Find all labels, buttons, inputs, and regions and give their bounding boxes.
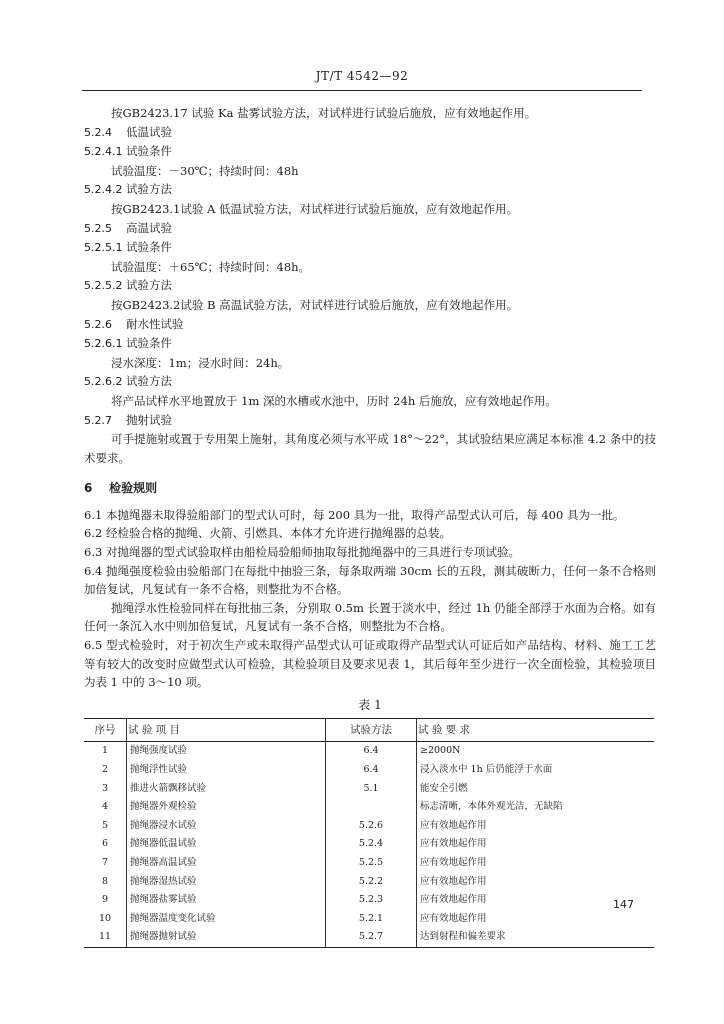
clause-line <box>84 219 656 239</box>
clause-number: 5.2.5 <box>84 221 112 235</box>
clause-line <box>84 142 656 162</box>
header-requirement: 试 验 要 求 <box>417 719 655 742</box>
row-requirement: 达到射程和偏差要求 <box>417 928 655 947</box>
table-row <box>84 817 654 836</box>
table-row <box>84 891 654 910</box>
row-item: 抛绳器高温试验 <box>127 854 326 873</box>
clause-line <box>84 238 656 258</box>
header-item: 试 验 项 目 <box>127 719 326 742</box>
row-item: 抛绳器盐雾试验 <box>127 891 326 910</box>
row-no: 10 <box>98 912 112 924</box>
table-row <box>84 873 654 892</box>
row-method: 6.4 <box>326 742 417 761</box>
row-no: 7 <box>101 856 109 868</box>
clause-line <box>84 104 656 123</box>
row-method: 5.2.7 <box>326 928 417 947</box>
clause-text: 浸水深度：1m；浸水时间：24h。 <box>111 355 290 370</box>
clause-text: 抛射试验 <box>126 412 172 427</box>
row-method: 5.2.4 <box>326 835 417 854</box>
table-header-row <box>84 719 654 742</box>
clause-line <box>84 180 656 200</box>
table-row <box>84 835 654 854</box>
row-requirement: 浸入淡水中 1h 后仍能浮于水面 <box>417 761 655 780</box>
section-6-heading <box>84 479 656 498</box>
section-6-number: 6 <box>84 481 93 496</box>
row-requirement: 应有效地起作用 <box>417 891 655 910</box>
clause-number: 5.2.5.1 <box>84 241 123 255</box>
row-item: 抛绳器低温试验 <box>127 835 326 854</box>
row-method: 5.2.3 <box>326 891 417 910</box>
clause-number: 5.2.6.2 <box>84 375 123 389</box>
clause-number: 5.2.7 <box>84 413 112 427</box>
row-no: 4 <box>101 801 109 813</box>
clause-text: 低温试验 <box>126 124 172 139</box>
section-6-title: 检验规则 <box>109 481 158 496</box>
clause-text: 试验方法 <box>126 374 172 389</box>
clause-line <box>84 315 656 335</box>
clause-line <box>84 334 656 354</box>
clause-line <box>84 411 656 431</box>
table-row <box>84 910 654 929</box>
row-no: 8 <box>101 875 109 887</box>
clause-text: 高温试验 <box>126 220 172 235</box>
table-row <box>84 742 654 761</box>
clause-line <box>84 392 656 411</box>
clause-text: 试验温度：＋65℃；持续时间：48h。 <box>111 259 311 274</box>
clause-6-1: 6.1 本抛绳器未取得验船部门的型式认可时，每 200 具为一批，取得产品型式认可后，每 400 具为一批。 <box>84 507 625 522</box>
table-row <box>84 928 654 947</box>
clause-number: 5.2.4.1 <box>84 145 123 159</box>
clause-6-3: 6.3 对抛绳器的型式试验取样由船检局验船师抽取每批抛绳器中的三具进行专项试验。 <box>84 545 520 560</box>
row-method: 5.2.2 <box>326 873 417 892</box>
row-requirement: 应有效地起作用 <box>417 817 655 836</box>
row-no: 9 <box>101 894 109 906</box>
clause-line <box>84 258 656 277</box>
clause-line <box>84 296 656 315</box>
row-no: 5 <box>101 819 109 831</box>
clause-line <box>84 162 656 181</box>
table-body <box>84 742 654 948</box>
table-row <box>84 798 654 817</box>
row-no: 2 <box>101 764 109 775</box>
page-header: JT/T 4542—92 <box>315 69 409 83</box>
row-requirement: 应有效地起作用 <box>417 910 655 929</box>
row-requirement: 应有效地起作用 <box>417 835 655 854</box>
header-method: 试验方法 <box>326 719 417 742</box>
row-item: 抛绳器抛射试验 <box>127 928 326 947</box>
clause-number: 5.2.5.2 <box>84 279 123 293</box>
row-no: 3 <box>101 782 109 794</box>
row-requirement: 标志清晰，本体外观光洁，无缺陷 <box>417 798 655 817</box>
header-no: 序号 <box>84 719 127 742</box>
clause-text: 试验方法 <box>126 278 172 293</box>
clause-number: 5.2.6.1 <box>84 337 123 351</box>
row-item: 抛绳强度试验 <box>127 742 326 761</box>
row-method: 6.4 <box>326 761 417 780</box>
clause-text: 按GB2423.1试验 A 低温试验方法，对试样进行试验后施放，应有效地起作用。 <box>111 201 518 216</box>
clause-text: 试验方法 <box>126 182 172 197</box>
clause-line <box>84 276 656 296</box>
clause-line <box>84 200 656 219</box>
clause-text: 试验温度：－30℃；持续时间：48h <box>111 163 299 178</box>
clause-text: 按GB2423.17 试验 Ka 盐雾试验方法，对试样进行试验后施放，应有效地起作用。 <box>111 106 537 120</box>
row-method: 5.2.1 <box>326 910 417 929</box>
row-item: 抛绳浮性试验 <box>127 761 326 780</box>
row-item: 抛绳器浸水试验 <box>127 817 326 836</box>
clause-text: 耐水性试验 <box>126 316 184 331</box>
row-item: 抛绳器外观检验 <box>127 798 326 817</box>
row-requirement: 应有效地起作用 <box>417 854 655 873</box>
row-method: 5.2.6 <box>326 817 417 836</box>
row-method: 5.2.5 <box>326 854 417 873</box>
clause-text: 试验条件 <box>126 240 172 255</box>
clause-text: 试验条件 <box>126 144 172 159</box>
clause-number: 5.2.6 <box>84 317 112 331</box>
clause-lines <box>84 104 656 430</box>
requirements-table <box>84 718 654 948</box>
clause-6-5: 6.5 型式检验时，对于初次生产或未取得产品型式认可证或取得产品型式认可证后如产品结构、材料、施工工艺等有较大的改变时应做型式认可检验，其检验项目及要求见表 1，其后每年至少进行一次全面检验，其检验项目为表 1 中的 3～10 项。 <box>84 638 656 690</box>
row-item: 抛绳器湿热试验 <box>127 873 326 892</box>
table-row <box>84 854 654 873</box>
row-requirement: 应有效地起作用 <box>417 873 655 892</box>
clause-line <box>84 354 656 373</box>
clause-line <box>84 123 656 143</box>
row-method <box>326 798 417 817</box>
clause-6-4-float: 抛绳浮水性检验同样在每批抽三条，分别取 0.5m 长置于淡水中，经过 1h 仍能全部浮于水面为合格。如有任何一条沉入水中则加倍复试，凡复试有一条不合格，则整批为不合格。 <box>84 600 656 634</box>
clause-number: 5.2.4.2 <box>84 183 123 197</box>
table-row <box>84 780 654 799</box>
clause-text: 试验条件 <box>126 336 172 351</box>
row-no: 11 <box>84 928 127 947</box>
row-item: 推进火箭飘移试验 <box>127 780 326 799</box>
clause-text: 将产品试样水平地置放于 1m 深的水槽或水池中，历时 24h 后施放，应有效地起作用。 <box>111 393 557 408</box>
page-content <box>84 104 656 948</box>
row-requirement: 能安全引燃 <box>417 780 655 799</box>
clause-text: 按GB2423.2试验 B 高温试验方法，对试样进行试验后施放，应有效地起作用。 <box>111 297 519 312</box>
clause-line <box>84 372 656 392</box>
row-method: 5.1 <box>326 780 417 799</box>
clause-number: 5.2.4 <box>84 125 112 139</box>
header-rule <box>82 90 642 91</box>
clause-5-2-7-text: 可手提施射或置于专用架上施射，其角度必须与水平成 18°～22°，其试验结果应满足本标准 4.2 条中的技术要求。 <box>84 432 656 465</box>
table-row <box>84 761 654 780</box>
row-no: 6 <box>101 838 109 850</box>
row-requirement: ≥2000N <box>417 742 655 761</box>
table-caption: 表 1 <box>358 697 382 712</box>
clause-6-2: 6.2 经检验合格的抛绳、火箭、引燃具、本体才允许进行抛绳器的总装。 <box>84 526 451 541</box>
clause-6-4: 6.4 抛绳强度检验由验船部门在每批中抽验三条，每条取两端 30cm 长的五段，测其破断力，任何一条不合格则加倍复试，凡复试有一条不合格，则整批为不合格。 <box>84 563 656 597</box>
page-number: 147 <box>613 898 634 911</box>
row-item: 抛绳器温度变化试验 <box>127 910 326 929</box>
row-no: 1 <box>101 745 109 757</box>
